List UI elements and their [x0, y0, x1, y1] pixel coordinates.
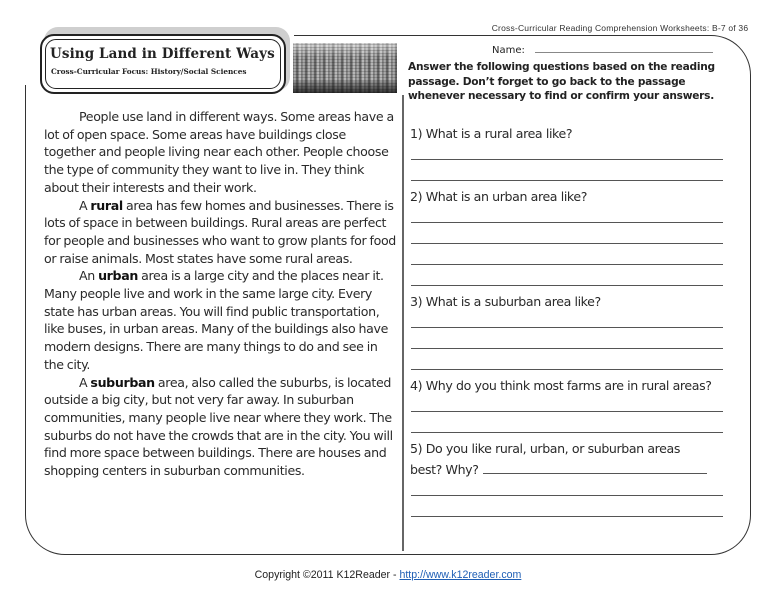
paragraph-text: area, also called the suburbs, is located outside a big city, but not very far away. In suburban communities, many people live near where they work. The suburbs do not have the crowds that are in the city. You will find more space between buildings. There are houses and shopping centers in suburban communities.: [44, 374, 393, 479]
paragraph-text: A: [79, 374, 91, 390]
paragraph-text: An: [79, 268, 99, 284]
paragraph-text: People use land in different ways. Some areas have a lot of open space. Some areas have buildings close together and people living near each other. People choose the type of community they want to live in. They think about their interests and their work.: [44, 109, 394, 195]
answer-line[interactable]: [410, 165, 740, 186]
question-text: 4) Why do you think most farms are in rural areas?: [410, 378, 712, 393]
answer-line[interactable]: [410, 144, 740, 165]
city-skyline-image: [293, 43, 397, 93]
key-term-suburban: suburban: [90, 374, 155, 390]
title-box: [40, 34, 286, 94]
page-subtitle: Cross-Curricular Focus: History/Social Sciences: [51, 67, 247, 76]
copyright-text: Copyright ©2011 K12Reader -: [254, 569, 400, 581]
answer-line[interactable]: [410, 207, 740, 228]
question-text: 1) What is a rural area like?: [410, 126, 573, 141]
question-text: 5) Do you like rural, urban, or suburban areas: [410, 441, 681, 456]
key-term-rural: rural: [90, 197, 123, 213]
answer-line[interactable]: [410, 333, 740, 354]
passage-paragraph-4: [44, 374, 399, 480]
paragraph-text: A: [79, 197, 91, 213]
answer-line[interactable]: [410, 354, 740, 375]
paragraph-text: area has few homes and businesses. There is lots of space in between buildings. Rural areas are perfect for people and businesses who want to grow plants for food or raise animals. Most states have some rural areas.: [44, 197, 396, 266]
name-field: [492, 45, 713, 56]
question-text-line2: best? Why?: [410, 462, 479, 477]
instructions: Answer the following questions based on the reading passage. Don’t forget to go back to the passage whenever necessary to find or confirm your answers.: [408, 61, 715, 102]
name-input-line[interactable]: [535, 52, 713, 53]
paragraph-text: area is a large city and the places near it. Many people live and work in the same large city. Every state has urban areas. You will find public transportation, like buses, in urban areas. Many of the buildings also have modern designs. There are many things to do and see in the city.: [44, 268, 389, 372]
answer-line[interactable]: [410, 312, 740, 333]
answer-line[interactable]: [410, 228, 740, 249]
question-text-continued: [410, 459, 740, 480]
answer-line[interactable]: [410, 396, 740, 417]
question-5: [410, 438, 740, 522]
k12reader-link[interactable]: http://www.k12reader.com: [399, 569, 522, 581]
reading-passage: [44, 108, 399, 480]
column-divider: [402, 95, 404, 551]
question-text: 2) What is an urban area like?: [410, 189, 588, 204]
footer: [0, 569, 776, 581]
answer-line[interactable]: [410, 417, 740, 438]
questions-list: [410, 123, 740, 522]
answer-line-inline[interactable]: [483, 473, 707, 474]
question-4: [410, 375, 740, 438]
question-2: [410, 186, 740, 291]
answer-line[interactable]: [410, 501, 740, 522]
page-title: Using Land in Different Ways: [50, 46, 275, 62]
passage-paragraph-2: [44, 197, 399, 268]
passage-paragraph-1: [44, 108, 399, 197]
key-term-urban: urban: [98, 268, 138, 284]
passage-paragraph-3: [44, 267, 399, 373]
question-3: [410, 291, 740, 375]
answer-line[interactable]: [410, 480, 740, 501]
worksheet-meta: Cross-Curricular Reading Comprehension Worksheets: B-7 of 36: [491, 23, 749, 33]
answer-line[interactable]: [410, 249, 740, 270]
question-1: [410, 123, 740, 186]
answer-line[interactable]: [410, 270, 740, 291]
question-text: 3) What is a suburban area like?: [410, 294, 601, 309]
name-label: Name:: [492, 45, 525, 56]
